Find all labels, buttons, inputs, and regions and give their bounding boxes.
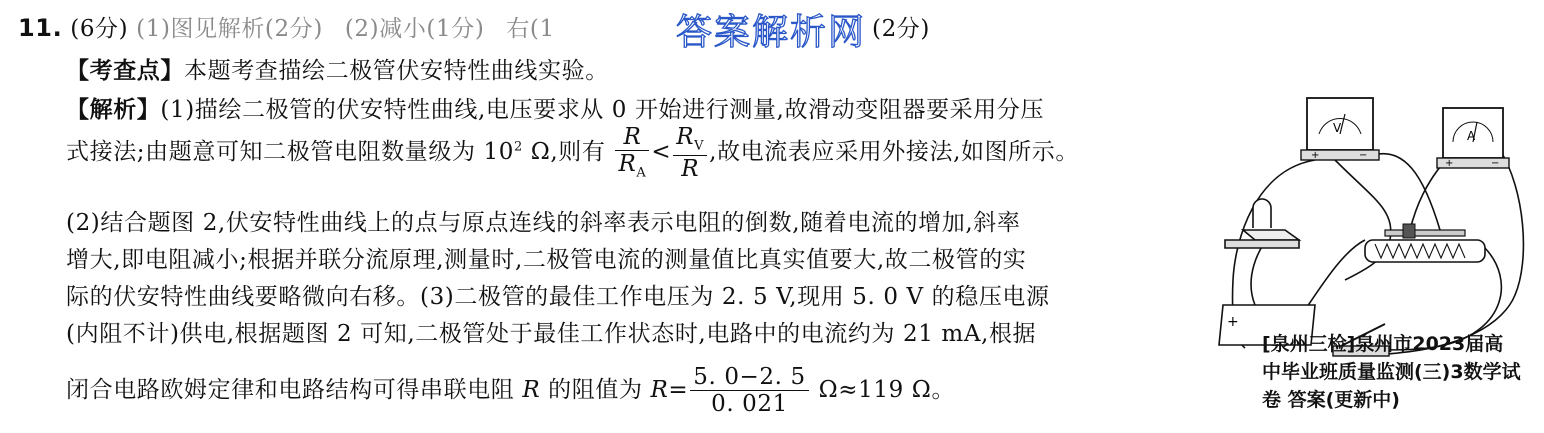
wire-volt-right <box>1365 154 1440 230</box>
line7-text-c: Ω≈119 Ω。 <box>810 376 956 403</box>
fraction-rv-over-r <box>673 124 707 182</box>
frac2-numerator: R <box>676 124 695 150</box>
line2-text-b: Ω,则有 <box>522 138 606 165</box>
kaochadian-label: 【考查点】 <box>66 57 184 84</box>
answer-header <box>18 10 555 43</box>
voltmeter-label: V <box>1333 121 1342 135</box>
line2-text-c: ,故电流表应采用外接法,如图所示。 <box>709 138 1079 165</box>
frac2-num-sub: V <box>694 138 705 154</box>
jiexi-line6: (内阻不计)供电,根据题图 2 可知,二极管处于最佳工作状态时,电路中的电流约为 21 mA,根据 <box>66 321 1037 347</box>
promo-overlay <box>1262 330 1521 414</box>
line7-r2: R <box>650 376 669 403</box>
less-than-sign: < <box>651 138 672 165</box>
promo-line3: 卷 答案(更新中) <box>1262 389 1400 411</box>
frac1-numerator: R <box>615 124 649 151</box>
kaochadian-line <box>66 52 609 85</box>
question-number: 11 <box>18 14 53 42</box>
jiexi-line4: 增大,即电阻减小;根据并联分流原理,测量时,二极管电流的测量值比真实值要大,故二极管的实 <box>66 247 1027 273</box>
fraction-resistance <box>690 364 808 418</box>
jiexi-label: 【解析】 <box>66 96 161 123</box>
line7-text-b: 的阻值为 <box>540 376 651 403</box>
ammeter-icon <box>1437 108 1509 169</box>
kaochadian-text: 本题考查描绘二极管伏安特性曲线实验。 <box>184 58 609 84</box>
frac1-denominator: R <box>618 151 637 178</box>
fraction-r-over-ra <box>615 124 649 182</box>
jiexi-line3: (2)结合题图 2,伏安特性曲线上的点与原点连线的斜率表示电阻的倒数,随着电流的增加,斜率 <box>66 210 1021 236</box>
ammeter-label: A <box>1467 129 1476 143</box>
line2-exponent: 2 <box>513 139 523 155</box>
answer-part1: (1)图见解析(2分) <box>136 16 323 42</box>
answer-part3: (2分) <box>872 16 930 42</box>
supply-plus: + <box>1227 314 1239 330</box>
rheostat-icon <box>1365 224 1485 262</box>
ammeter-minus: − <box>1491 158 1500 169</box>
voltmeter-plus: + <box>1311 150 1320 161</box>
frac3-numerator: 5. 0−2. 5 <box>690 364 808 391</box>
promo-line2: 中毕业班质量监测(三)3数学试 <box>1262 361 1521 383</box>
promo-line1: [泉州三检]泉州市2023届高 <box>1262 333 1504 355</box>
jiexi-text1: (1)描绘二极管的伏安特性曲线,电压要求从 0 开始进行测量,故滑动变阻器要采用分压 <box>160 97 1045 123</box>
answer-part2: (2)减小(1分) <box>344 16 485 42</box>
wire-volt-mid <box>1335 160 1391 240</box>
question-number-dot: . <box>52 14 63 42</box>
jiexi-line5: 际的伏安特性曲线要略微向右移。(3)二极管的最佳工作电压为 2. 5 V,现用 5. 0 V 的稳压电源 <box>66 284 1050 310</box>
diode-icon <box>1225 199 1299 248</box>
frac2-denominator: R <box>681 155 700 182</box>
jiexi-line2 <box>66 124 1079 182</box>
frac1-den-sub: A <box>636 166 647 182</box>
question-score: (6分) <box>70 16 129 42</box>
line7-equals: = <box>668 376 689 403</box>
line7-r: R <box>522 376 541 403</box>
jiexi-line7 <box>66 364 955 418</box>
answer-part2b: 右(1 <box>506 16 555 42</box>
line2-text-a: 式接法;由题意可知二极管电阻数量级为 10 <box>66 138 514 165</box>
watermark-logo: 答案解析网 <box>676 12 867 53</box>
ammeter-plus: + <box>1445 158 1454 169</box>
voltmeter-minus: − <box>1359 150 1368 161</box>
line7-text-a: 闭合电路欧姆定律和电路结构可得串联电阻 <box>66 376 523 403</box>
voltmeter-icon <box>1301 98 1379 161</box>
jiexi-line1 <box>66 91 1044 124</box>
frac3-denominator: 0. 021 <box>711 391 788 418</box>
